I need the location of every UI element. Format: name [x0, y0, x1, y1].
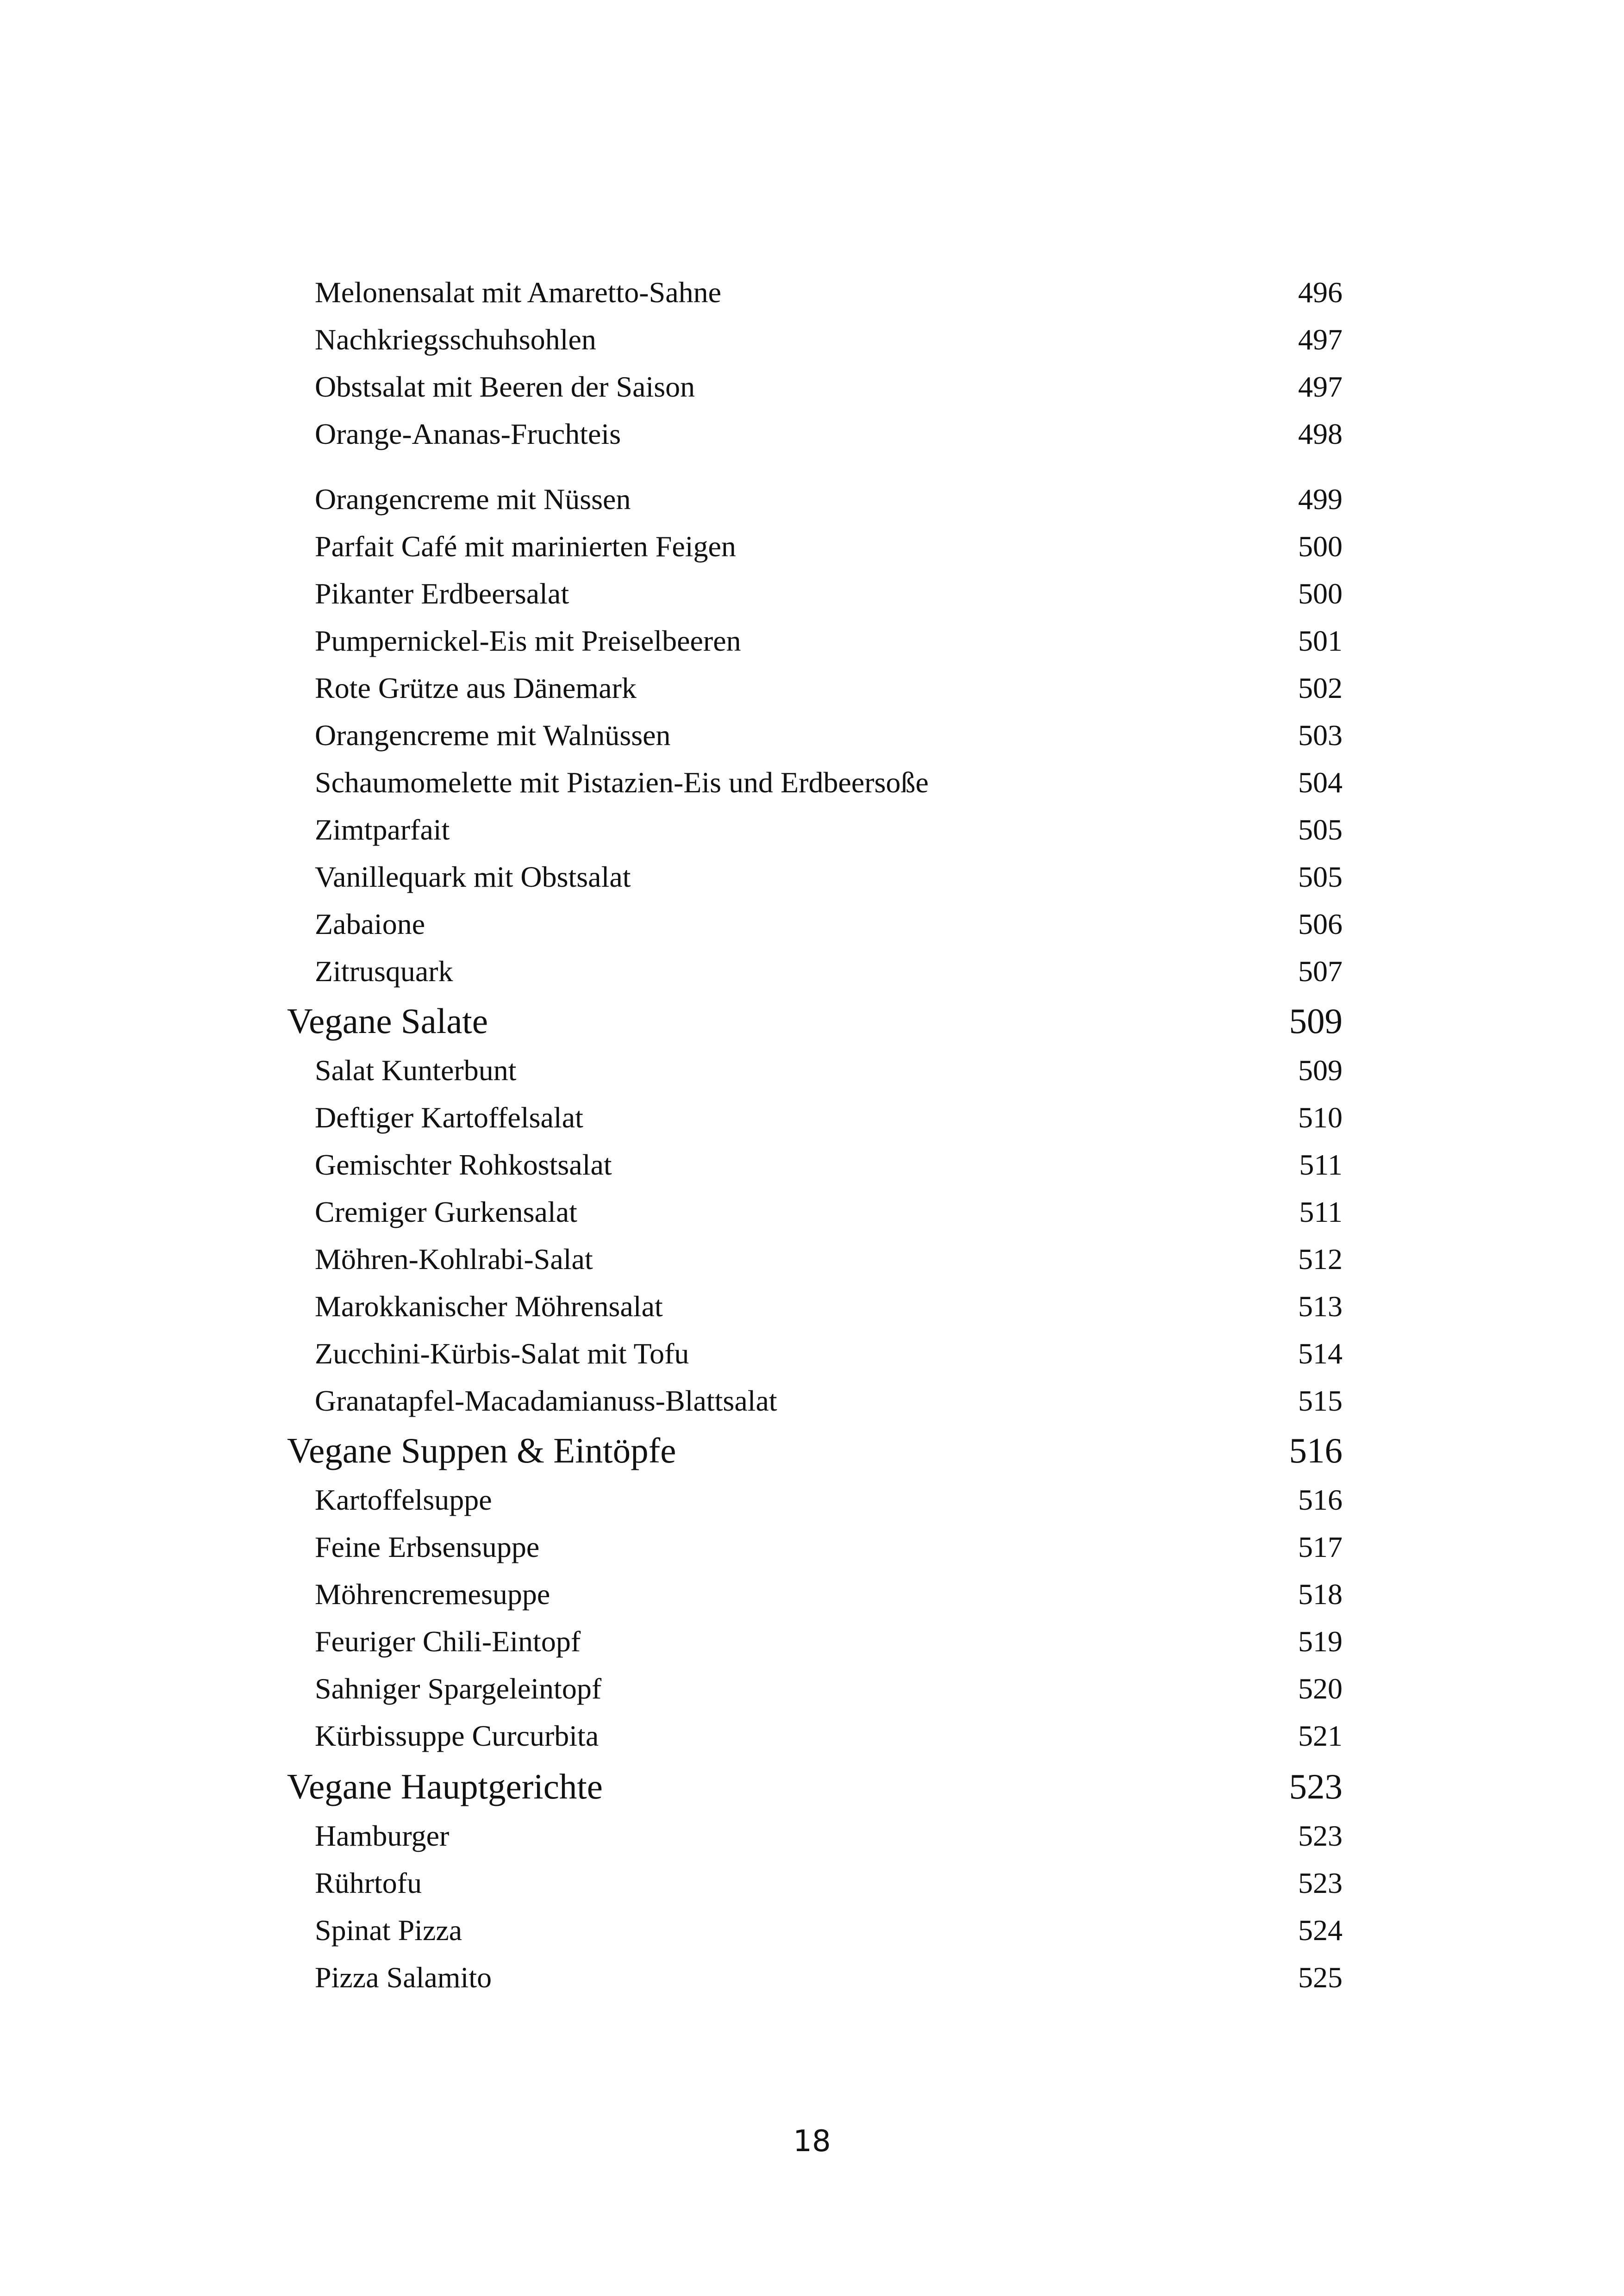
toc-entry — [287, 529, 1343, 564]
toc-entry-title: Orangencreme mit Nüssen — [315, 483, 631, 516]
toc-entry — [287, 1242, 1343, 1276]
toc-entry — [287, 907, 1343, 941]
toc-entry-title: Rührtofu — [315, 1867, 422, 1899]
toc-entry-page: 520 — [1298, 1672, 1343, 1705]
toc-entry-page: 503 — [1298, 719, 1343, 752]
toc-entry-title: Marokkanischer Möhrensalat — [315, 1290, 663, 1323]
toc-entry — [287, 860, 1343, 894]
toc-entry-title: Pizza Salamito — [315, 1961, 492, 1994]
toc-entry — [287, 1577, 1343, 1612]
toc-entry-page: 523 — [1298, 1819, 1343, 1852]
toc-entry-page: 525 — [1298, 1961, 1343, 1994]
toc-entry-page: 514 — [1298, 1337, 1343, 1370]
toc-entry — [287, 1337, 1343, 1371]
toc-entry — [287, 577, 1343, 611]
toc-entry-page: 521 — [1298, 1719, 1343, 1752]
toc-entry-page: 513 — [1298, 1290, 1343, 1323]
toc-entry-title: Melonensalat mit Amaretto-Sahne — [315, 276, 721, 309]
toc-entry-page: 500 — [1298, 530, 1343, 563]
toc-section-page: 516 — [1289, 1431, 1343, 1470]
toc-entry — [287, 624, 1343, 658]
toc-entry — [287, 1672, 1343, 1706]
toc-entry-title: Kartoffelsuppe — [315, 1483, 492, 1516]
toc-entry-title: Deftiger Kartoffelsalat — [315, 1101, 583, 1134]
toc-entry-title: Orange-Ananas-Fruchteis — [315, 417, 621, 450]
toc-entry-page: 510 — [1298, 1101, 1343, 1134]
toc-entry — [287, 275, 1343, 310]
toc-entry-page: 524 — [1298, 1914, 1343, 1947]
toc-entry-title: Cremiger Gurkensalat — [315, 1195, 577, 1228]
toc-section-title: Vegane Suppen & Eintöpfe — [287, 1431, 676, 1470]
toc-section-title: Vegane Hauptgerichte — [287, 1767, 603, 1806]
toc-entry-page: 511 — [1299, 1195, 1343, 1228]
toc-entry-page: 519 — [1298, 1625, 1343, 1658]
toc-entry-title: Parfait Café mit marinierten Feigen — [315, 530, 736, 563]
toc-section-page: 509 — [1289, 1001, 1343, 1041]
toc-section-heading — [287, 1766, 1343, 1807]
toc-entry-title: Feine Erbsensuppe — [315, 1531, 540, 1563]
toc-entry-title: Zitrusquark — [315, 955, 453, 988]
toc-section-heading — [287, 1001, 1343, 1042]
toc-entry-page: 498 — [1298, 417, 1343, 450]
page-number: 18 — [793, 2124, 831, 2159]
toc-entry-page: 516 — [1298, 1483, 1343, 1516]
toc-entry-title: Zabaione — [315, 908, 425, 940]
toc-section-title: Vegane Salate — [287, 1001, 488, 1041]
toc-entry-title: Gemischter Rohkostsalat — [315, 1148, 612, 1181]
toc-section-page: 523 — [1289, 1767, 1343, 1806]
toc-entry-title: Pumpernickel-Eis mit Preiselbeeren — [315, 624, 741, 657]
toc-entry — [287, 1384, 1343, 1418]
toc-entry-title: Möhren-Kohlrabi-Salat — [315, 1243, 593, 1276]
toc-entry-page: 505 — [1298, 813, 1343, 846]
toc-entry-title: Zucchini-Kürbis-Salat mit Tofu — [315, 1337, 689, 1370]
toc-entry-page: 506 — [1298, 908, 1343, 940]
toc-entry-title: Rote Grütze aus Dänemark — [315, 672, 637, 704]
toc-entry-page: 497 — [1298, 370, 1343, 403]
toc-entry — [287, 1866, 1343, 1900]
toc-section-heading — [287, 1430, 1343, 1471]
toc-entry-title: Schaumomelette mit Pistazien-Eis und Erdbeersoße — [315, 766, 929, 799]
toc-entry-title: Spinat Pizza — [315, 1914, 462, 1947]
toc-entry — [287, 765, 1343, 800]
toc-entry-title: Granatapfel-Macadamianuss-Blattsalat — [315, 1384, 777, 1417]
toc-entry-title: Obstsalat mit Beeren der Saison — [315, 370, 695, 403]
toc-entry — [287, 718, 1343, 753]
toc-entry-page: 499 — [1298, 483, 1343, 516]
toc-entry-page: 496 — [1298, 276, 1343, 309]
toc-entry — [287, 482, 1343, 516]
toc-entry — [287, 1101, 1343, 1135]
toc-entry-page: 497 — [1298, 323, 1343, 356]
toc-entry — [287, 1483, 1343, 1517]
toc-entry-title: Möhrencremesuppe — [315, 1578, 550, 1611]
toc-entry-title: Orangencreme mit Walnüssen — [315, 719, 671, 752]
toc-entry-title: Feuriger Chili-Eintopf — [315, 1625, 581, 1658]
toc-entry — [287, 1148, 1343, 1182]
toc-entry-title: Pikanter Erdbeersalat — [315, 577, 569, 610]
toc-entry-page: 518 — [1298, 1578, 1343, 1611]
toc-entry — [287, 1053, 1343, 1088]
toc-entry — [287, 1530, 1343, 1564]
toc-entry-title: Hamburger — [315, 1819, 450, 1852]
toc-entry — [287, 1913, 1343, 1948]
toc-entry — [287, 1195, 1343, 1229]
toc-entry — [287, 954, 1343, 989]
toc-entry-page: 517 — [1298, 1531, 1343, 1563]
toc-entry-page: 509 — [1298, 1054, 1343, 1087]
toc-entry — [287, 370, 1343, 404]
toc-entry — [287, 1819, 1343, 1853]
toc-entry-page: 504 — [1298, 766, 1343, 799]
toc-entry — [287, 671, 1343, 705]
toc-entry — [287, 813, 1343, 847]
toc-entry — [287, 1719, 1343, 1753]
toc-entry-page: 523 — [1298, 1867, 1343, 1899]
toc-entry — [287, 323, 1343, 357]
toc-entry-page: 512 — [1298, 1243, 1343, 1276]
toc-entry — [287, 1624, 1343, 1659]
toc-entry-title: Nachkriegsschuhsohlen — [315, 323, 596, 356]
toc-entry-page: 502 — [1298, 672, 1343, 704]
toc-entry-title: Sahniger Spargeleintopf — [315, 1672, 602, 1705]
toc-entry — [287, 417, 1343, 451]
toc-entry — [287, 1289, 1343, 1324]
toc-entry — [287, 1960, 1343, 1995]
toc-entry-page: 501 — [1298, 624, 1343, 657]
toc-entry-page: 515 — [1298, 1384, 1343, 1417]
toc-entry-page: 507 — [1298, 955, 1343, 988]
toc-entry-title: Zimtparfait — [315, 813, 450, 846]
toc-entry-page: 511 — [1299, 1148, 1343, 1181]
toc-entry-page: 505 — [1298, 860, 1343, 893]
toc-entry-title: Kürbissuppe Curcurbita — [315, 1719, 599, 1752]
toc-entry-title: Salat Kunterbunt — [315, 1054, 517, 1087]
toc-entry-title: Vanillequark mit Obstsalat — [315, 860, 631, 893]
toc-entry-page: 500 — [1298, 577, 1343, 610]
